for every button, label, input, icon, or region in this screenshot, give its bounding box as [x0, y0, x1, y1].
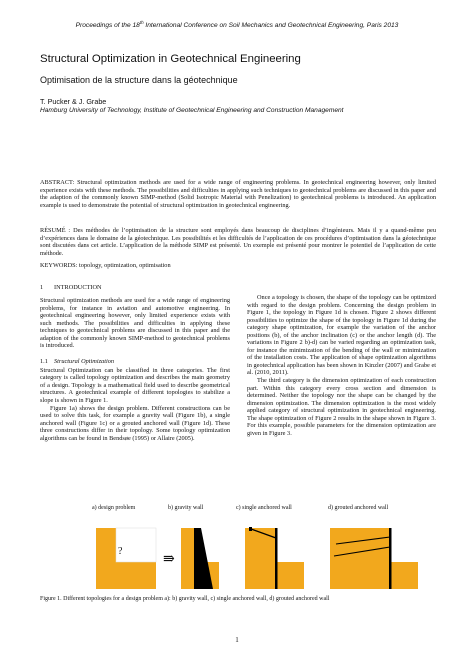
- panel-label-a: a) design problem: [92, 505, 136, 511]
- panel-c-single-anchored-wall: [245, 527, 304, 589]
- panel-b-gravity-wall: [181, 528, 219, 589]
- affiliation: Hamburg University of Technology, Institute of Geotechnical Engineering and Construction Management: [40, 107, 344, 114]
- figure-caption: Figure 1. Different topologies for a design problem a): b) gravity wall, c) single anchored wall, d) grouted anchored wall: [40, 596, 330, 602]
- subsection-heading: 1.1 Structural Optimization: [40, 357, 114, 365]
- figure-1: [40, 505, 436, 591]
- question-mark: ?: [118, 546, 123, 557]
- panel-d-grouted-anchored-wall: [330, 528, 418, 589]
- gravity-wall: [194, 528, 213, 589]
- resume: RÉSUMÉ : Des méthodes de l’optimisation de la structure sont employés dans beaucoup de disciplines d’ingénieurs. Mais il y a quand-même peu d’expériences dans le domaine de la géotechnique. Les possibilités et les difficultés de l’application de ces procédures d’optimisation dans la géotechnique sont discutées dans cet article. L’application de la méthode SIMP est présenté. Un exemple est présenté pour montrer le potentiel de l’application de cette méthode.: [40, 227, 436, 257]
- left-column: [40, 284, 230, 442]
- panel-a-design-problem: [96, 528, 156, 589]
- proceedings-header: Proceedings of the 18th International Conference on Soil Mechanics and Geotechnical Engineering, Paris 2013: [75, 20, 399, 30]
- soil-block: [330, 528, 418, 589]
- keywords: KEYWORDS: topology, optimization, optimisation: [40, 262, 171, 269]
- panel-label-d: d) grouted anchored wall: [328, 505, 389, 511]
- section-heading: 1 INTRODUCTION: [40, 284, 102, 291]
- paper-title: Structural Optimization in Geotechnical Engineering: [40, 53, 301, 65]
- panel-label-b: b) gravity wall: [168, 505, 204, 511]
- paragraph: The third category is the dimension optimization of each construction part. Within this category every cross section and dimension is determined. Neither the topology nor the shape can be changed by the dimension optimization. The dimension optimization is the most widely applied category of structural optimization in geotechnical engineering. The shape optimization of Figure 2 results in the shape shown in Figure 3. For this example, possible parameters for the dimension optimization are given in Figure 3.: [247, 377, 436, 437]
- paragraph: Structural Optimization can be classified in three categories. The first category is called topology optimization and describes the main geometry of a design. Topology is a mathematical field used to describe geometrical structures. A geotechnical example of different topologies to stabilize a slope is shown in Figure 1.: [40, 366, 230, 405]
- paper-subtitle: Optimisation de la structure dans la géotechnique: [40, 75, 238, 85]
- soil-block: [96, 528, 156, 589]
- panel-label-c: c) single anchored wall: [236, 505, 292, 511]
- arrow-icon: ⇛: [163, 552, 175, 567]
- authors: T. Pucker & J. Grabe: [40, 97, 107, 106]
- page-number: 1: [235, 636, 239, 644]
- anchor-plate: [249, 527, 252, 531]
- right-column: [247, 294, 436, 437]
- abstract: ABSTRACT: Structural optimization methods are used for a wide range of engineering problems. In geotechnical engineering however, only limited experience exists with these methods. The possibilities and difficulties in applying such techniques to geotechnical problems are discussed in this paper and the adaption of the commonly known SIMP-method (Solid Isotropic Material with Penelization) to geotechnical problems is introduced. An application example is used to demonstrate the potential of structural optimization in geotechnical engineering.: [40, 179, 436, 209]
- intro-paragraph: Structural optimization methods are used for a wide range of engineering problems, for instance in aviation and automotive engineering. In geotechnical engineering however, only limited experience exists with such methods. The possibilities and difficulties in applying these techniques to geotechnical problems are discussed in this paper and the adaption of the commonly known SIMP-method to geotechnical problems is introduced.: [40, 297, 230, 350]
- paragraph: Once a topology is chosen, the shape of the topology can be optimized with regard to the design problem. Concerning the design problem in Figure 1, the topology in Figure 1d is chosen. Figure 2 shows different possibilities to optimize the shape of the topology in Figure 1d during the category shape optimization, for example the variation of the anchor positions (b), of the anchor inclination (c) or the anchor length (d). The variations in Figure 2 b)-d) can be varied regarding an optimization task, for instance the minimization of the bending of the wall or minimization of the installation costs. The application of shape optimization algorithms in geotechnical application has been shown in Kinzler (2007) and Grabe et al. (2010, 2011).: [247, 294, 436, 377]
- paragraph: Figure 1a) shows the design problem. Different constructions can be used to solve this task, for example a gravity wall (Figure 1b), a single anchored wall (Figure 1c) or a grouted anchored wall (Figure 1d). These three constructions differ in their topology. Some topology optimization algorithms can be found in Bendsøe (1995) or Allaire (2005).: [40, 404, 230, 442]
- figure-1-drawing: [40, 505, 436, 591]
